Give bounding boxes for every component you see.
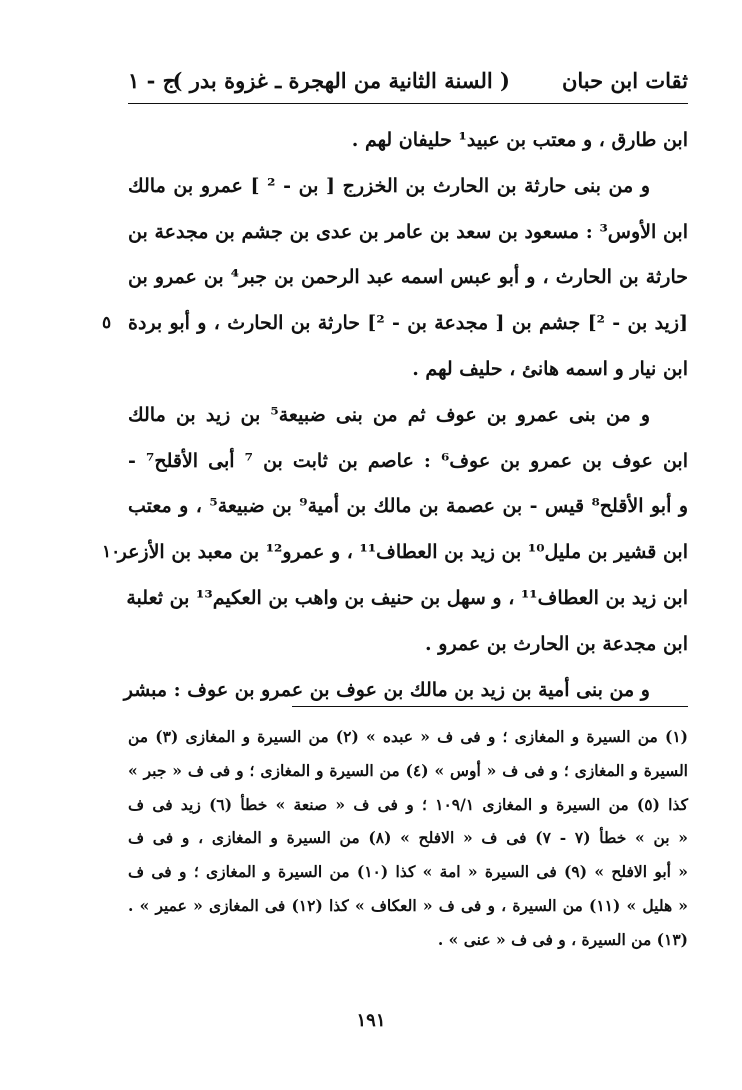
text-line <box>128 576 688 622</box>
text-line-content: و أبو الأقلح⁸ قيس - بن عصمة بن مالك بن أمية⁹ بن ضبيعة⁵ ، و معتب <box>128 495 688 518</box>
running-header <box>128 62 688 102</box>
footnote-line: « بن » خطأ (٧ - ٧) فى ف « الافلح » (٨) من السيرة و المغازى ، و فى ف <box>128 828 688 848</box>
text-line <box>102 301 688 347</box>
text-line-content: حارثة بن الحارث ، و أبو عبس اسمه عبد الرحمن بن جبر⁴ بن عمرو بن <box>128 266 688 289</box>
text-line-content: ابن قشير بن مليل¹⁰ بن زيد بن العطاف¹¹ ، و عمرو¹² بن معبد بن الأزعر <box>117 541 688 564</box>
main-text-block <box>102 118 688 713</box>
text-line <box>128 255 688 301</box>
footnote-rule <box>292 706 688 707</box>
text-line <box>128 210 688 256</box>
text-line-content: [زيد بن - ²] جشم بن [ مجدعة بن - ²] حارثة بن الحارث ، و أبو بردة <box>128 312 688 335</box>
text-line-content: و من بنى أمية بن زيد بن مالك بن عوف بن عمرو بن عوف : مبشر <box>123 678 650 701</box>
text-line-content: و من بنى عمرو بن عوف ثم من بنى ضبيعة⁵ بن زيد بن مالك <box>128 403 650 426</box>
section-title: ( السنة الثانية من الهجرة ـ غزوة بدر ) <box>172 68 510 93</box>
text-line-content: ابن طارق ، و معتب بن عبيد¹ حليفان لهم . <box>351 129 688 151</box>
footnote-line: « أبو الافلح » (٩) فى السيرة « امة » كذا (١٠) من السيرة و المغازى ؛ و فى ف <box>128 862 688 882</box>
footnotes-block <box>128 720 688 957</box>
line-number: ١٠ <box>102 542 121 563</box>
text-line <box>128 347 688 393</box>
text-line-content: ابن عوف بن عمرو بن عوف⁶ : عاصم بن ثابت بن ⁷ أبى الأقلح⁷ - <box>128 449 688 472</box>
text-line-content: ابن مجدعة بن الحارث بن عمرو . <box>425 632 688 655</box>
volume-label: ج - ١ <box>128 68 177 93</box>
text-line <box>128 439 688 485</box>
text-line <box>128 484 688 530</box>
book-title: ثقات ابن حبان <box>561 68 688 93</box>
text-line-content: ابن زيد بن العطاف¹¹ ، و سهل بن حنيف بن واهب بن العكيم¹³ بن ثعلبة <box>126 586 688 609</box>
text-line <box>102 530 688 576</box>
footnote-line: (١) من السيرة و المغازى ؛ و فى ف « عبده » (٢) من السيرة و المغازى (٣) من <box>128 727 689 746</box>
footnote-line: كذا (٥) من السيرة و المغازى ١٠٩/١ ؛ و فى ف « صنعة » خطأ (٦) زيد فى ف <box>128 794 688 814</box>
text-line-content: ابن نيار و اسمه هانئ ، حليف لهم . <box>412 357 688 380</box>
page-number: ١٩١ <box>356 1010 386 1031</box>
text-line <box>128 164 688 210</box>
footnote-line: السيرة و المغازى ؛ و فى ف « أوس » (٤) من السيرة و المغازى ؛ و فى ف « جبر » <box>128 760 688 780</box>
line-number: ٥ <box>102 313 112 334</box>
header-rule <box>128 103 688 104</box>
footnote-line: (١٣) من السيرة ، و فى ف « عنى » . <box>437 929 688 949</box>
text-line <box>128 393 688 439</box>
text-line-content: ابن الأوس³ : مسعود بن سعد بن عامر بن عدى بن جشم بن مجدعة بن <box>128 220 688 243</box>
text-line-content: و من بنى حارثة بن الحارث بن الخزرج [ بن - ² ] عمرو بن مالك <box>128 174 650 197</box>
footnote-line: « هليل » (١١) من السيرة ، و فى ف « العكاف » كذا (١٢) فى المغازى « عمير » . <box>128 895 688 915</box>
text-line <box>128 118 688 164</box>
text-line <box>128 622 688 668</box>
